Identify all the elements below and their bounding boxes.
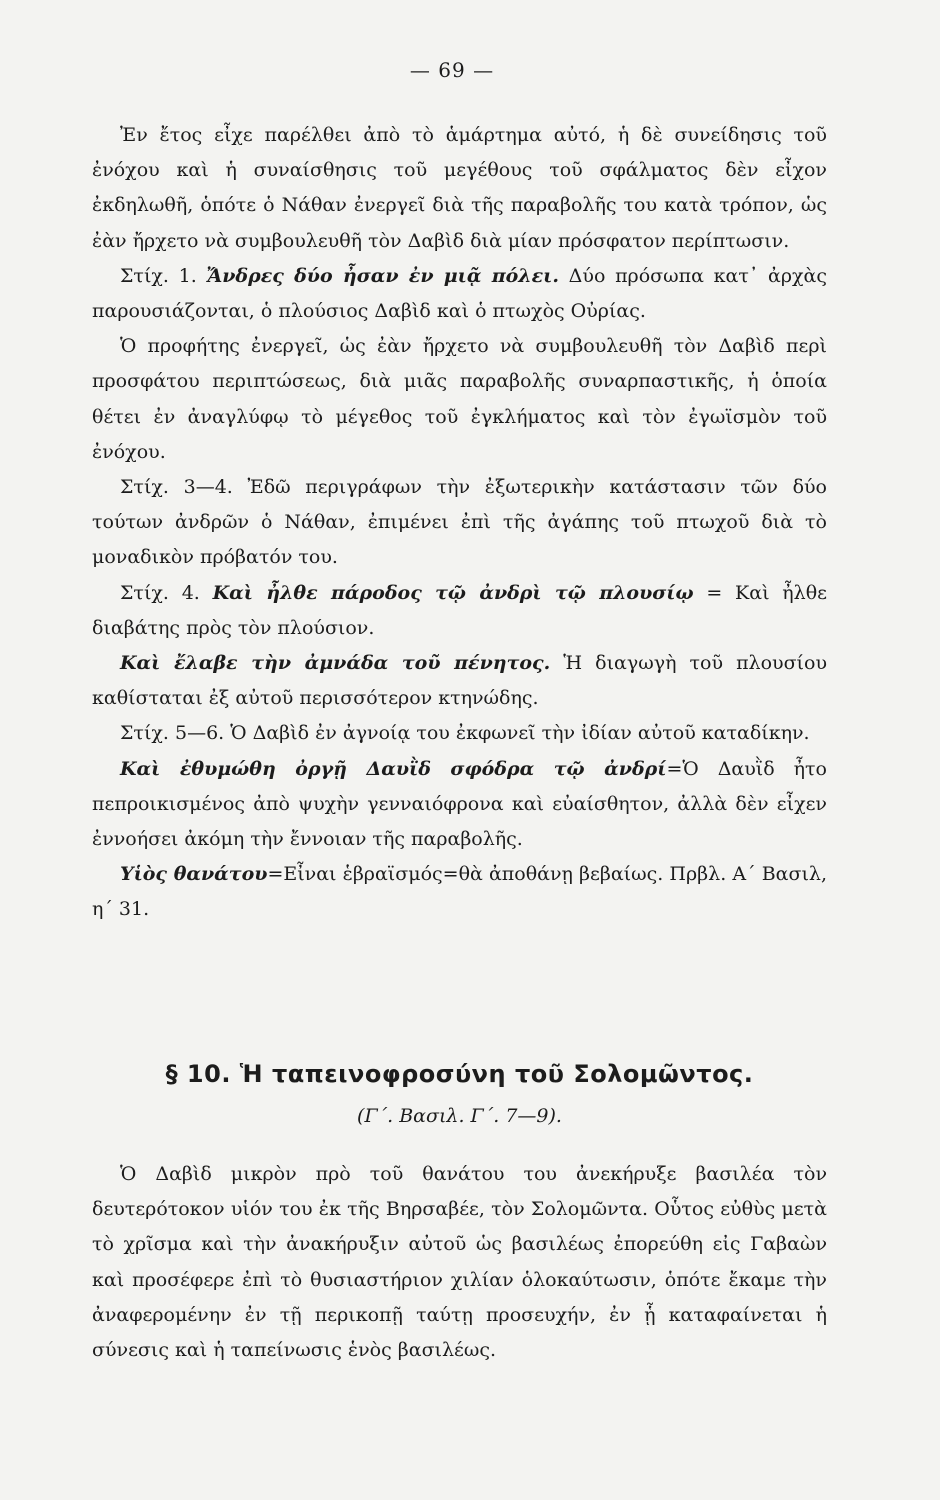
paragraph-text: = Καὶ ἦλθε διαβάτης πρὸς τὸν πλούσιον. [92, 581, 827, 639]
quote-bold: Καὶ ἐθυμώθη ὀργῇ Δαυῒδ σφόδρα τῷ ἀνδρί [120, 757, 667, 780]
paragraph-1: Ἐν ἔτος εἶχε παρέλθει ἀπὸ τὸ ἁμάρτημα αὐτό, ἡ δὲ συνείδησις τοῦ ἐνόχου καὶ ἡ συναίσθησις τοῦ μεγέθους τοῦ σφάλματος δὲν εἶχον ἐκδηλωθῆ, ὁπότε ὁ Νάθαν ἐνεργεῖ διὰ τῆς παραβολῆς του κατὰ τρόπον, ὡς ἐὰν ἤρχετο νὰ συμβουλευθῆ τὸν Δαβὶδ διὰ μίαν πρόσφατον περίπτωσιν. [92, 124, 827, 252]
paragraph-text: =Ὁ Δαυῒδ ἦτο πεπροικισμένος ἀπὸ ψυχὴν γενναιόφρονα καὶ εὐαίσθητον, ἀλλὰ δὲν εἶχεν ἐννοήσει ἀκόμη τὴν ἔννοιαν τῆς παραβολῆς. [92, 757, 827, 851]
paragraph-text: Δύο πρόσωπα κατ᾽ ἀρχὰς παρουσιάζονται, ὁ πλούσιος Δαβὶδ καὶ ὁ πτωχὸς Οὐρίας. [92, 264, 828, 323]
paragraph-8 [92, 752, 827, 858]
paragraph-9 [92, 857, 827, 927]
paragraph-5 [92, 576, 827, 646]
section-reference: (Γ΄. Βασιλ. Γ΄. 7—9). [357, 1105, 562, 1127]
paragraph-4: Στίχ. 3—4. Ἐδῶ περιγράφων τὴν ἐξωτερικὴν κατάστασιν τῶν δύο τούτων ἀνδρῶν ὁ Νάθαν, ἐπιμένει ἐπὶ τῆς ἀγάπης τοῦ πτωχοῦ διὰ τὸ μοναδικὸν πρόβατόν του. [92, 476, 827, 569]
paragraph-text: =Εἶναι ἑβραϊσμός=θὰ ἀποθάνῃ βεβαίως. Πρβλ. Α΄ Βασιλ, η΄ 31. [92, 863, 827, 921]
body-text [92, 118, 827, 928]
quote-bold: Υἱὸς θανάτου [120, 863, 268, 886]
page-number: — 69 — [409, 58, 495, 82]
paragraph-text: Ἡ διαγωγὴ τοῦ πλουσίου καθίσταται ἐξ αὐτοῦ περισσότερον κτηνώδης. [92, 652, 827, 710]
paragraph-7: Στίχ. 5—6. Ὁ Δαβὶδ ἐν ἀγνοίᾳ του ἐκφωνεῖ τὴν ἰδίαν αὐτοῦ καταδίκην. [120, 722, 810, 745]
paragraph-3: Ὁ προφήτης ἐνεργεῖ, ὡς ἐὰν ἤρχετο νὰ συμβουλευθῆ τὸν Δαβὶδ περὶ προσφάτου περιπτώσεως, διὰ μιᾶς παραβολῆς συναρπαστικῆς, ἡ ὁποία θέτει ἐν ἀναγλύφῳ τὸ μέγεθος τοῦ ἐγκλήματος καὶ τὸν ἐγωϊσμὸν τοῦ ἐνόχου. [92, 335, 827, 463]
paragraph-10: Ὁ Δαβὶδ μικρὸν πρὸ τοῦ θανάτου του ἀνεκήρυξε βασιλέα τὸν δευτερότοκον υἱόν του ἐκ τῆς Βηρσαβέε, τὸν Σολομῶντα. Οὗτος εὐθὺς μετὰ τὸ χρῖσμα καὶ τὴν ἀνακήρυξιν αὐτοῦ ὡς βασιλέως ἐπορεύθη εἰς Γαβαὼν καὶ προσέφερε ἐπὶ τὸ θυσιαστήριον χιλίαν ὁλοκαύτωσιν, ὁπότε ἔκαμε τὴν ἀναφερομένην ἐν τῇ περικοπῇ ταύτῃ προσευχήν, ἐν ᾗ καταφαίνεται ἡ σύνεσις καὶ ἡ ταπείνωσις ἑνὸς βασιλέως. [92, 1163, 827, 1362]
paragraph-2 [92, 259, 827, 329]
verse-ref: Στίχ. 1. [120, 264, 207, 287]
quote-bold: Ἄνδρες δύο ἦσαν ἐν μιᾷ πόλει. [206, 264, 559, 287]
section-body [92, 1157, 827, 1368]
section-heading: § 10. Ἡ ταπεινοφροσύνη τοῦ Σολομῶντος. [165, 1060, 754, 1088]
verse-ref: Στίχ. 4. [120, 581, 213, 604]
quote-bold: Καὶ ἦλθε πάροδος τῷ ἀνδρὶ τῷ πλουσίῳ [212, 581, 694, 604]
quote-bold: Καὶ ἔλαβε τὴν ἀμνάδα τοῦ πένητος. [120, 652, 551, 675]
paragraph-6 [92, 646, 827, 716]
